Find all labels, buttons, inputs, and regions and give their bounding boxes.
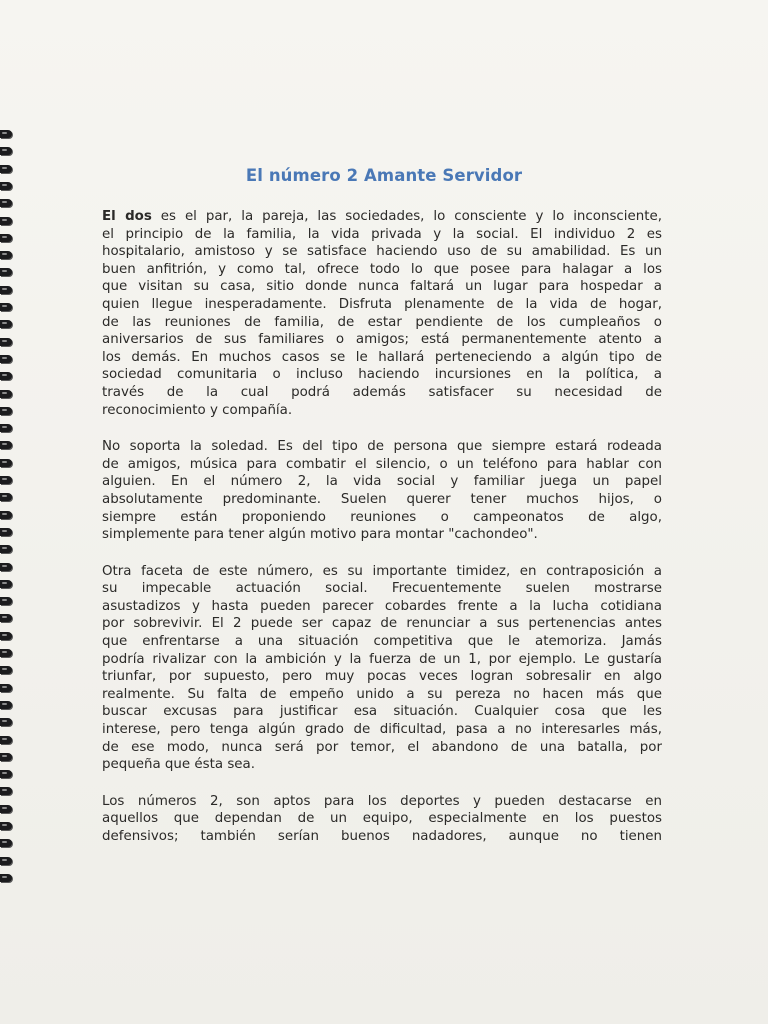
binding-ring [0,286,12,294]
text-line: los demás. En muchos casos se le hallará perteneciendo a algún tipo de [102,349,662,365]
binding-ring [0,234,12,242]
binding-ring [0,666,12,674]
binding-ring [0,355,12,363]
text-line: aquellos que dependan de un equipo, especialmente en los puestos [102,811,662,827]
binding-ring [0,614,12,622]
text-line: No soporta la soledad. Es del tipo de persona que siempre estará rodeada [102,439,662,455]
binding-ring [0,649,12,657]
text-line: de ese modo, nunca será por temor, el abandono de una batalla, por [102,739,662,755]
text-line: El dos es el par, la pareja, las sociedades, lo consciente y lo inconsciente, [102,209,662,224]
binding-ring [0,874,12,882]
text-line: Los números 2, son aptos para los deportes y pueden destacarse en [102,793,662,809]
binding-ring [0,701,12,709]
binding-ring [0,407,12,415]
text-line: su impecable actuación social. Frecuentemente suelen mostrarse [102,581,662,597]
text-line: buscar excusas para justificar esa situación. Cualquier cosa que les [102,704,662,720]
text-line: aniversarios de sus familiares o amigos; está permanentemente atento a [102,332,662,348]
text-line: reconocimiento y compañía. [102,402,293,418]
text-line: realmente. Su falta de empeño unido a su pereza no hacen más que [102,686,662,702]
binding-ring [0,476,12,484]
spiral-binding [0,130,16,890]
lead-term: El dos [102,209,152,224]
binding-ring [0,580,12,588]
text-line: Otra faceta de este número, es su importante timidez, en contraposición a [102,563,662,579]
page-title: El número 2 Amante Servidor [245,166,523,185]
binding-ring [0,217,12,225]
paragraph-3 [102,563,662,774]
binding-ring [0,528,12,536]
text-line: que enfrentarse a una situación competitiva que le atemoriza. Jamás [102,634,662,650]
text-line: alguien. En el número 2, la vida social y familiar juega un papel [102,474,662,490]
text-line: el principio de la familia, la vida privada y la social. El individuo 2 es [102,226,662,242]
text-line: defensivos; también serían buenos nadadores, aunque no tienen [102,829,662,844]
binding-ring [0,424,12,432]
binding-ring [0,130,12,138]
text-line: pequeña que ésta sea. [102,757,255,773]
binding-ring [0,718,12,726]
binding-ring [0,736,12,744]
text-line: simplemente para tener algún motivo para montar "cachondeo". [102,527,538,543]
binding-ring [0,303,12,311]
binding-ring [0,199,12,207]
binding-ring [0,320,12,328]
binding-ring [0,632,12,640]
binding-ring [0,251,12,259]
binding-ring [0,372,12,380]
binding-ring [0,857,12,865]
text-line: hospitalario, amistoso y se satisface haciendo uso de su amabilidad. Es un [102,244,662,260]
binding-ring [0,822,12,830]
binding-ring [0,805,12,813]
binding-ring [0,459,12,467]
binding-ring [0,684,12,692]
text-line: través de la cual podrá además satisfacer su necesidad de [102,384,662,400]
binding-ring [0,268,12,276]
binding-ring [0,545,12,553]
binding-ring [0,753,12,761]
text-line: buen anfitrión, y como tal, ofrece todo lo que posee para halagar a los [102,261,662,277]
binding-ring [0,441,12,449]
paragraph-4 [102,793,662,846]
binding-ring [0,390,12,398]
binding-ring [0,563,12,571]
body-text [102,208,662,865]
binding-ring [0,770,12,778]
text-line: asustadizos y hasta pueden parecer cobardes frente a la lucha cotidiana [102,598,662,614]
text-line: interese, pero tenga algún grado de dificultad, pasa a no interesarles más, [102,722,662,738]
text-line: sociedad comunitaria o incluso haciendo incursiones en la política, a [102,367,662,383]
binding-ring [0,338,12,346]
text-line: de las reuniones de familia, de estar pendiente de los cumpleaños o [102,314,662,330]
text-line: triunfar, por supuesto, pero muy pocas veces logran sobresalir en algo [102,669,662,685]
text-line: por sobrevivir. El 2 puede ser capaz de renunciar a sus pertenencias antes [102,616,662,632]
text-line: de amigos, música para combatir el silencio, o un teléfono para hablar con [102,456,662,472]
paragraph-1 [102,208,662,419]
binding-ring [0,839,12,847]
binding-ring [0,493,12,501]
text-line: que visitan su casa, sitio donde nunca faltará un lugar para hospedar a [102,279,662,295]
text-line: absolutamente predominante. Suelen querer tener muchos hijos, o [102,491,662,507]
text-line: podría rivalizar con la ambición y la fuerza de un 1, por ejemplo. Le gustaría [102,651,662,667]
text-line: quien llegue inesperadamente. Disfruta plenamente de la vida de hogar, [102,296,662,312]
binding-ring [0,147,12,155]
paragraph-2 [102,438,662,544]
binding-ring [0,511,12,519]
binding-ring [0,597,12,605]
text-line: siempre están proponiendo reuniones o campeonatos de algo, [102,509,662,525]
binding-ring [0,787,12,795]
